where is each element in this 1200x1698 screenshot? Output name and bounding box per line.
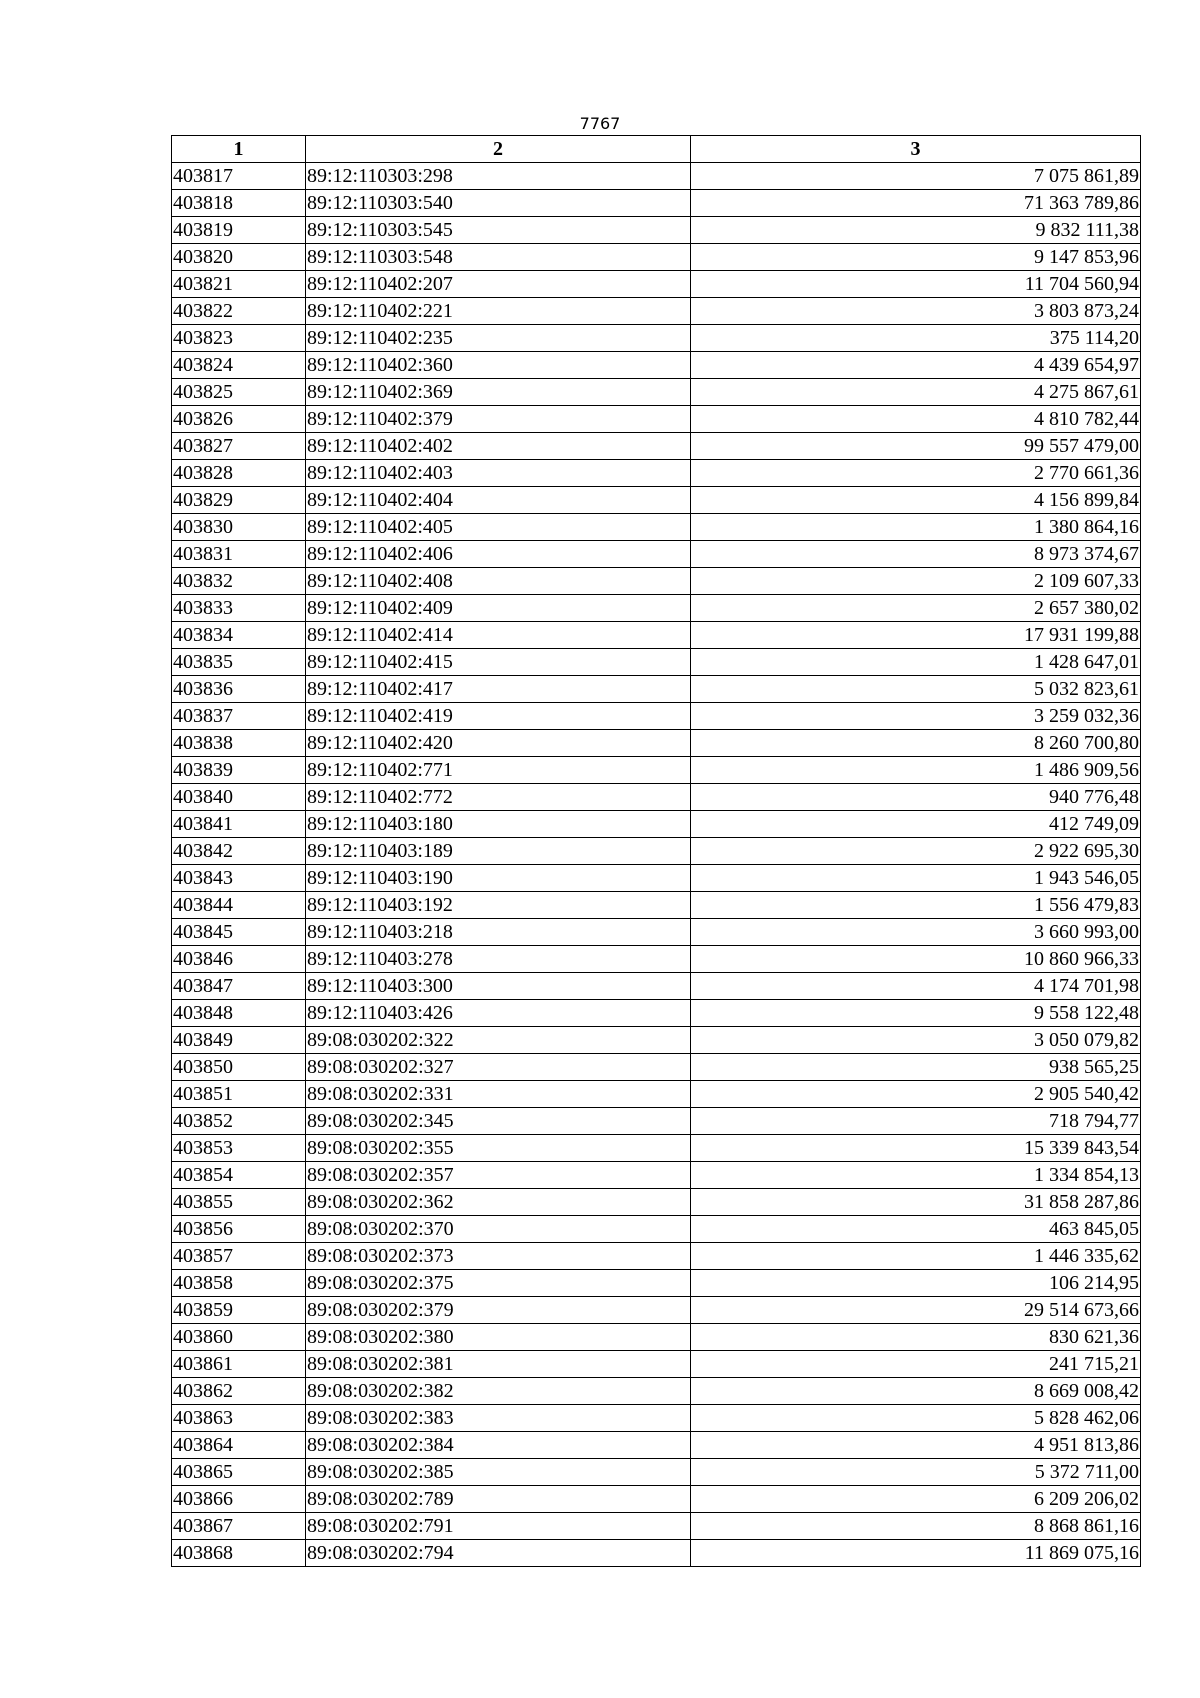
row-number-cell: 403841 — [172, 811, 306, 838]
value-cell: 1 446 335,62 — [691, 1243, 1141, 1270]
value-cell: 29 514 673,66 — [691, 1297, 1141, 1324]
value-cell: 4 810 782,44 — [691, 406, 1141, 433]
value-cell: 3 803 873,24 — [691, 298, 1141, 325]
row-number-cell: 403848 — [172, 1000, 306, 1027]
row-number-cell: 403844 — [172, 892, 306, 919]
table-row — [172, 1162, 1141, 1189]
value-cell: 938 565,25 — [691, 1054, 1141, 1081]
table-row — [172, 892, 1141, 919]
value-cell: 2 657 380,02 — [691, 595, 1141, 622]
value-cell: 940 776,48 — [691, 784, 1141, 811]
cadastral-number-cell: 89:08:030202:379 — [306, 1297, 691, 1324]
row-number-cell: 403817 — [172, 163, 306, 190]
row-number-cell: 403861 — [172, 1351, 306, 1378]
cadastral-number-cell: 89:08:030202:791 — [306, 1513, 691, 1540]
table-row — [172, 325, 1141, 352]
row-number-cell: 403867 — [172, 1513, 306, 1540]
value-cell: 2 770 661,36 — [691, 460, 1141, 487]
row-number-cell: 403856 — [172, 1216, 306, 1243]
table-row — [172, 1378, 1141, 1405]
value-cell: 2 109 607,33 — [691, 568, 1141, 595]
cadastral-number-cell: 89:12:110402:379 — [306, 406, 691, 433]
data-table — [171, 135, 1141, 1567]
value-cell: 241 715,21 — [691, 1351, 1141, 1378]
table-row — [172, 703, 1141, 730]
value-cell: 1 556 479,83 — [691, 892, 1141, 919]
table-row — [172, 1432, 1141, 1459]
cadastral-number-cell: 89:12:110402:408 — [306, 568, 691, 595]
value-cell: 15 339 843,54 — [691, 1135, 1141, 1162]
row-number-cell: 403832 — [172, 568, 306, 595]
value-cell: 375 114,20 — [691, 325, 1141, 352]
cadastral-number-cell: 89:12:110402:420 — [306, 730, 691, 757]
cadastral-number-cell: 89:12:110402:235 — [306, 325, 691, 352]
cadastral-number-cell: 89:12:110403:426 — [306, 1000, 691, 1027]
cadastral-number-cell: 89:12:110402:415 — [306, 649, 691, 676]
row-number-cell: 403845 — [172, 919, 306, 946]
row-number-cell: 403855 — [172, 1189, 306, 1216]
table-row — [172, 406, 1141, 433]
table-body — [172, 163, 1141, 1567]
row-number-cell: 403860 — [172, 1324, 306, 1351]
cadastral-number-cell: 89:12:110402:772 — [306, 784, 691, 811]
table-row — [172, 757, 1141, 784]
cadastral-number-cell: 89:12:110402:404 — [306, 487, 691, 514]
row-number-cell: 403862 — [172, 1378, 306, 1405]
value-cell: 1 380 864,16 — [691, 514, 1141, 541]
row-number-cell: 403858 — [172, 1270, 306, 1297]
value-cell: 5 372 711,00 — [691, 1459, 1141, 1486]
table-row — [172, 1459, 1141, 1486]
column-header-1: 1 — [172, 136, 306, 163]
row-number-cell: 403865 — [172, 1459, 306, 1486]
table-row — [172, 433, 1141, 460]
table-row — [172, 838, 1141, 865]
table-row — [172, 460, 1141, 487]
table-row — [172, 244, 1141, 271]
cadastral-number-cell: 89:12:110402:409 — [306, 595, 691, 622]
table-row — [172, 1027, 1141, 1054]
cadastral-number-cell: 89:12:110303:298 — [306, 163, 691, 190]
value-cell: 4 174 701,98 — [691, 973, 1141, 1000]
cadastral-number-cell: 89:12:110402:771 — [306, 757, 691, 784]
cadastral-number-cell: 89:12:110402:369 — [306, 379, 691, 406]
value-cell: 3 050 079,82 — [691, 1027, 1141, 1054]
table-row — [172, 1324, 1141, 1351]
row-number-cell: 403847 — [172, 973, 306, 1000]
value-cell: 71 363 789,86 — [691, 190, 1141, 217]
value-cell: 3 259 032,36 — [691, 703, 1141, 730]
cadastral-number-cell: 89:08:030202:794 — [306, 1540, 691, 1567]
table-row — [172, 1540, 1141, 1567]
value-cell: 8 669 008,42 — [691, 1378, 1141, 1405]
column-header-3: 3 — [691, 136, 1141, 163]
cadastral-number-cell: 89:12:110403:218 — [306, 919, 691, 946]
cadastral-number-cell: 89:08:030202:789 — [306, 1486, 691, 1513]
cadastral-number-cell: 89:08:030202:345 — [306, 1108, 691, 1135]
table-row — [172, 865, 1141, 892]
table-row — [172, 568, 1141, 595]
table-row — [172, 649, 1141, 676]
row-number-cell: 403852 — [172, 1108, 306, 1135]
cadastral-number-cell: 89:12:110402:403 — [306, 460, 691, 487]
cadastral-number-cell: 89:08:030202:380 — [306, 1324, 691, 1351]
value-cell: 99 557 479,00 — [691, 433, 1141, 460]
table-row — [172, 1270, 1141, 1297]
cadastral-number-cell: 89:12:110402:419 — [306, 703, 691, 730]
table-row — [172, 190, 1141, 217]
value-cell: 1 943 546,05 — [691, 865, 1141, 892]
table-row — [172, 487, 1141, 514]
row-number-cell: 403834 — [172, 622, 306, 649]
table-row — [172, 973, 1141, 1000]
cadastral-number-cell: 89:08:030202:385 — [306, 1459, 691, 1486]
value-cell: 5 032 823,61 — [691, 676, 1141, 703]
row-number-cell: 403846 — [172, 946, 306, 973]
row-number-cell: 403859 — [172, 1297, 306, 1324]
row-number-cell: 403838 — [172, 730, 306, 757]
cadastral-number-cell: 89:12:110402:402 — [306, 433, 691, 460]
table-row — [172, 352, 1141, 379]
page-number: 7767 — [579, 114, 621, 133]
table-row — [172, 811, 1141, 838]
row-number-cell: 403849 — [172, 1027, 306, 1054]
table-row — [172, 217, 1141, 244]
value-cell: 10 860 966,33 — [691, 946, 1141, 973]
table-header-row — [172, 136, 1141, 163]
table-row — [172, 730, 1141, 757]
value-cell: 11 869 075,16 — [691, 1540, 1141, 1567]
row-number-cell: 403823 — [172, 325, 306, 352]
row-number-cell: 403868 — [172, 1540, 306, 1567]
table-row — [172, 676, 1141, 703]
row-number-cell: 403840 — [172, 784, 306, 811]
value-cell: 1 486 909,56 — [691, 757, 1141, 784]
column-header-2: 2 — [306, 136, 691, 163]
row-number-cell: 403826 — [172, 406, 306, 433]
value-cell: 17 931 199,88 — [691, 622, 1141, 649]
cadastral-number-cell: 89:12:110402:360 — [306, 352, 691, 379]
table-row — [172, 1351, 1141, 1378]
cadastral-number-cell: 89:12:110402:406 — [306, 541, 691, 568]
value-cell: 463 845,05 — [691, 1216, 1141, 1243]
table-row — [172, 595, 1141, 622]
row-number-cell: 403837 — [172, 703, 306, 730]
table-row — [172, 1108, 1141, 1135]
cadastral-number-cell: 89:08:030202:357 — [306, 1162, 691, 1189]
value-cell: 8 260 700,80 — [691, 730, 1141, 757]
table-row — [172, 1405, 1141, 1432]
value-cell: 1 334 854,13 — [691, 1162, 1141, 1189]
row-number-cell: 403818 — [172, 190, 306, 217]
value-cell: 8 868 861,16 — [691, 1513, 1141, 1540]
value-cell: 106 214,95 — [691, 1270, 1141, 1297]
row-number-cell: 403835 — [172, 649, 306, 676]
value-cell: 8 973 374,67 — [691, 541, 1141, 568]
value-cell: 11 704 560,94 — [691, 271, 1141, 298]
cadastral-number-cell: 89:08:030202:362 — [306, 1189, 691, 1216]
table-row — [172, 919, 1141, 946]
value-cell: 9 147 853,96 — [691, 244, 1141, 271]
table-row — [172, 514, 1141, 541]
row-number-cell: 403833 — [172, 595, 306, 622]
row-number-cell: 403830 — [172, 514, 306, 541]
row-number-cell: 403864 — [172, 1432, 306, 1459]
cadastral-number-cell: 89:08:030202:355 — [306, 1135, 691, 1162]
table-row — [172, 784, 1141, 811]
cadastral-number-cell: 89:08:030202:384 — [306, 1432, 691, 1459]
value-cell: 3 660 993,00 — [691, 919, 1141, 946]
table-row — [172, 1216, 1141, 1243]
value-cell: 7 075 861,89 — [691, 163, 1141, 190]
row-number-cell: 403863 — [172, 1405, 306, 1432]
cadastral-number-cell: 89:08:030202:381 — [306, 1351, 691, 1378]
table-row — [172, 946, 1141, 973]
cadastral-number-cell: 89:12:110403:192 — [306, 892, 691, 919]
value-cell: 5 828 462,06 — [691, 1405, 1141, 1432]
cadastral-number-cell: 89:12:110403:190 — [306, 865, 691, 892]
value-cell: 4 951 813,86 — [691, 1432, 1141, 1459]
row-number-cell: 403839 — [172, 757, 306, 784]
table-row — [172, 271, 1141, 298]
cadastral-number-cell: 89:12:110402:414 — [306, 622, 691, 649]
value-cell: 4 275 867,61 — [691, 379, 1141, 406]
cadastral-number-cell: 89:12:110403:189 — [306, 838, 691, 865]
cadastral-number-cell: 89:12:110402:207 — [306, 271, 691, 298]
row-number-cell: 403827 — [172, 433, 306, 460]
value-cell: 718 794,77 — [691, 1108, 1141, 1135]
row-number-cell: 403853 — [172, 1135, 306, 1162]
table-row — [172, 379, 1141, 406]
row-number-cell: 403850 — [172, 1054, 306, 1081]
table-header — [172, 136, 1141, 163]
row-number-cell: 403831 — [172, 541, 306, 568]
cadastral-number-cell: 89:08:030202:375 — [306, 1270, 691, 1297]
table-row — [172, 1297, 1141, 1324]
value-cell: 4 156 899,84 — [691, 487, 1141, 514]
table-row — [172, 541, 1141, 568]
cadastral-number-cell: 89:12:110303:545 — [306, 217, 691, 244]
table-row — [172, 1486, 1141, 1513]
value-cell: 9 832 111,38 — [691, 217, 1141, 244]
row-number-cell: 403851 — [172, 1081, 306, 1108]
row-number-cell: 403819 — [172, 217, 306, 244]
row-number-cell: 403836 — [172, 676, 306, 703]
cadastral-number-cell: 89:08:030202:331 — [306, 1081, 691, 1108]
cadastral-number-cell: 89:12:110403:180 — [306, 811, 691, 838]
cadastral-number-cell: 89:12:110402:405 — [306, 514, 691, 541]
row-number-cell: 403822 — [172, 298, 306, 325]
table-row — [172, 1243, 1141, 1270]
table-row — [172, 1189, 1141, 1216]
table-row — [172, 1054, 1141, 1081]
row-number-cell: 403857 — [172, 1243, 306, 1270]
cadastral-number-cell: 89:12:110402:417 — [306, 676, 691, 703]
value-cell: 4 439 654,97 — [691, 352, 1141, 379]
cadastral-number-cell: 89:12:110402:221 — [306, 298, 691, 325]
value-cell: 2 905 540,42 — [691, 1081, 1141, 1108]
value-cell: 31 858 287,86 — [691, 1189, 1141, 1216]
cadastral-number-cell: 89:08:030202:383 — [306, 1405, 691, 1432]
cadastral-number-cell: 89:12:110403:278 — [306, 946, 691, 973]
table-row — [172, 1513, 1141, 1540]
cadastral-number-cell: 89:08:030202:322 — [306, 1027, 691, 1054]
cadastral-number-cell: 89:08:030202:327 — [306, 1054, 691, 1081]
row-number-cell: 403866 — [172, 1486, 306, 1513]
value-cell: 2 922 695,30 — [691, 838, 1141, 865]
cadastral-number-cell: 89:08:030202:373 — [306, 1243, 691, 1270]
row-number-cell: 403820 — [172, 244, 306, 271]
row-number-cell: 403828 — [172, 460, 306, 487]
value-cell: 1 428 647,01 — [691, 649, 1141, 676]
row-number-cell: 403825 — [172, 379, 306, 406]
value-cell: 6 209 206,02 — [691, 1486, 1141, 1513]
table-row — [172, 622, 1141, 649]
row-number-cell: 403854 — [172, 1162, 306, 1189]
row-number-cell: 403824 — [172, 352, 306, 379]
cadastral-number-cell: 89:12:110403:300 — [306, 973, 691, 1000]
row-number-cell: 403829 — [172, 487, 306, 514]
row-number-cell: 403842 — [172, 838, 306, 865]
value-cell: 412 749,09 — [691, 811, 1141, 838]
row-number-cell: 403843 — [172, 865, 306, 892]
cadastral-number-cell: 89:12:110303:548 — [306, 244, 691, 271]
cadastral-number-cell: 89:08:030202:382 — [306, 1378, 691, 1405]
cadastral-number-cell: 89:08:030202:370 — [306, 1216, 691, 1243]
row-number-cell: 403821 — [172, 271, 306, 298]
value-cell: 830 621,36 — [691, 1324, 1141, 1351]
table-row — [172, 298, 1141, 325]
table-row — [172, 1000, 1141, 1027]
table-row — [172, 1081, 1141, 1108]
table-row — [172, 163, 1141, 190]
value-cell: 9 558 122,48 — [691, 1000, 1141, 1027]
table-row — [172, 1135, 1141, 1162]
cadastral-number-cell: 89:12:110303:540 — [306, 190, 691, 217]
